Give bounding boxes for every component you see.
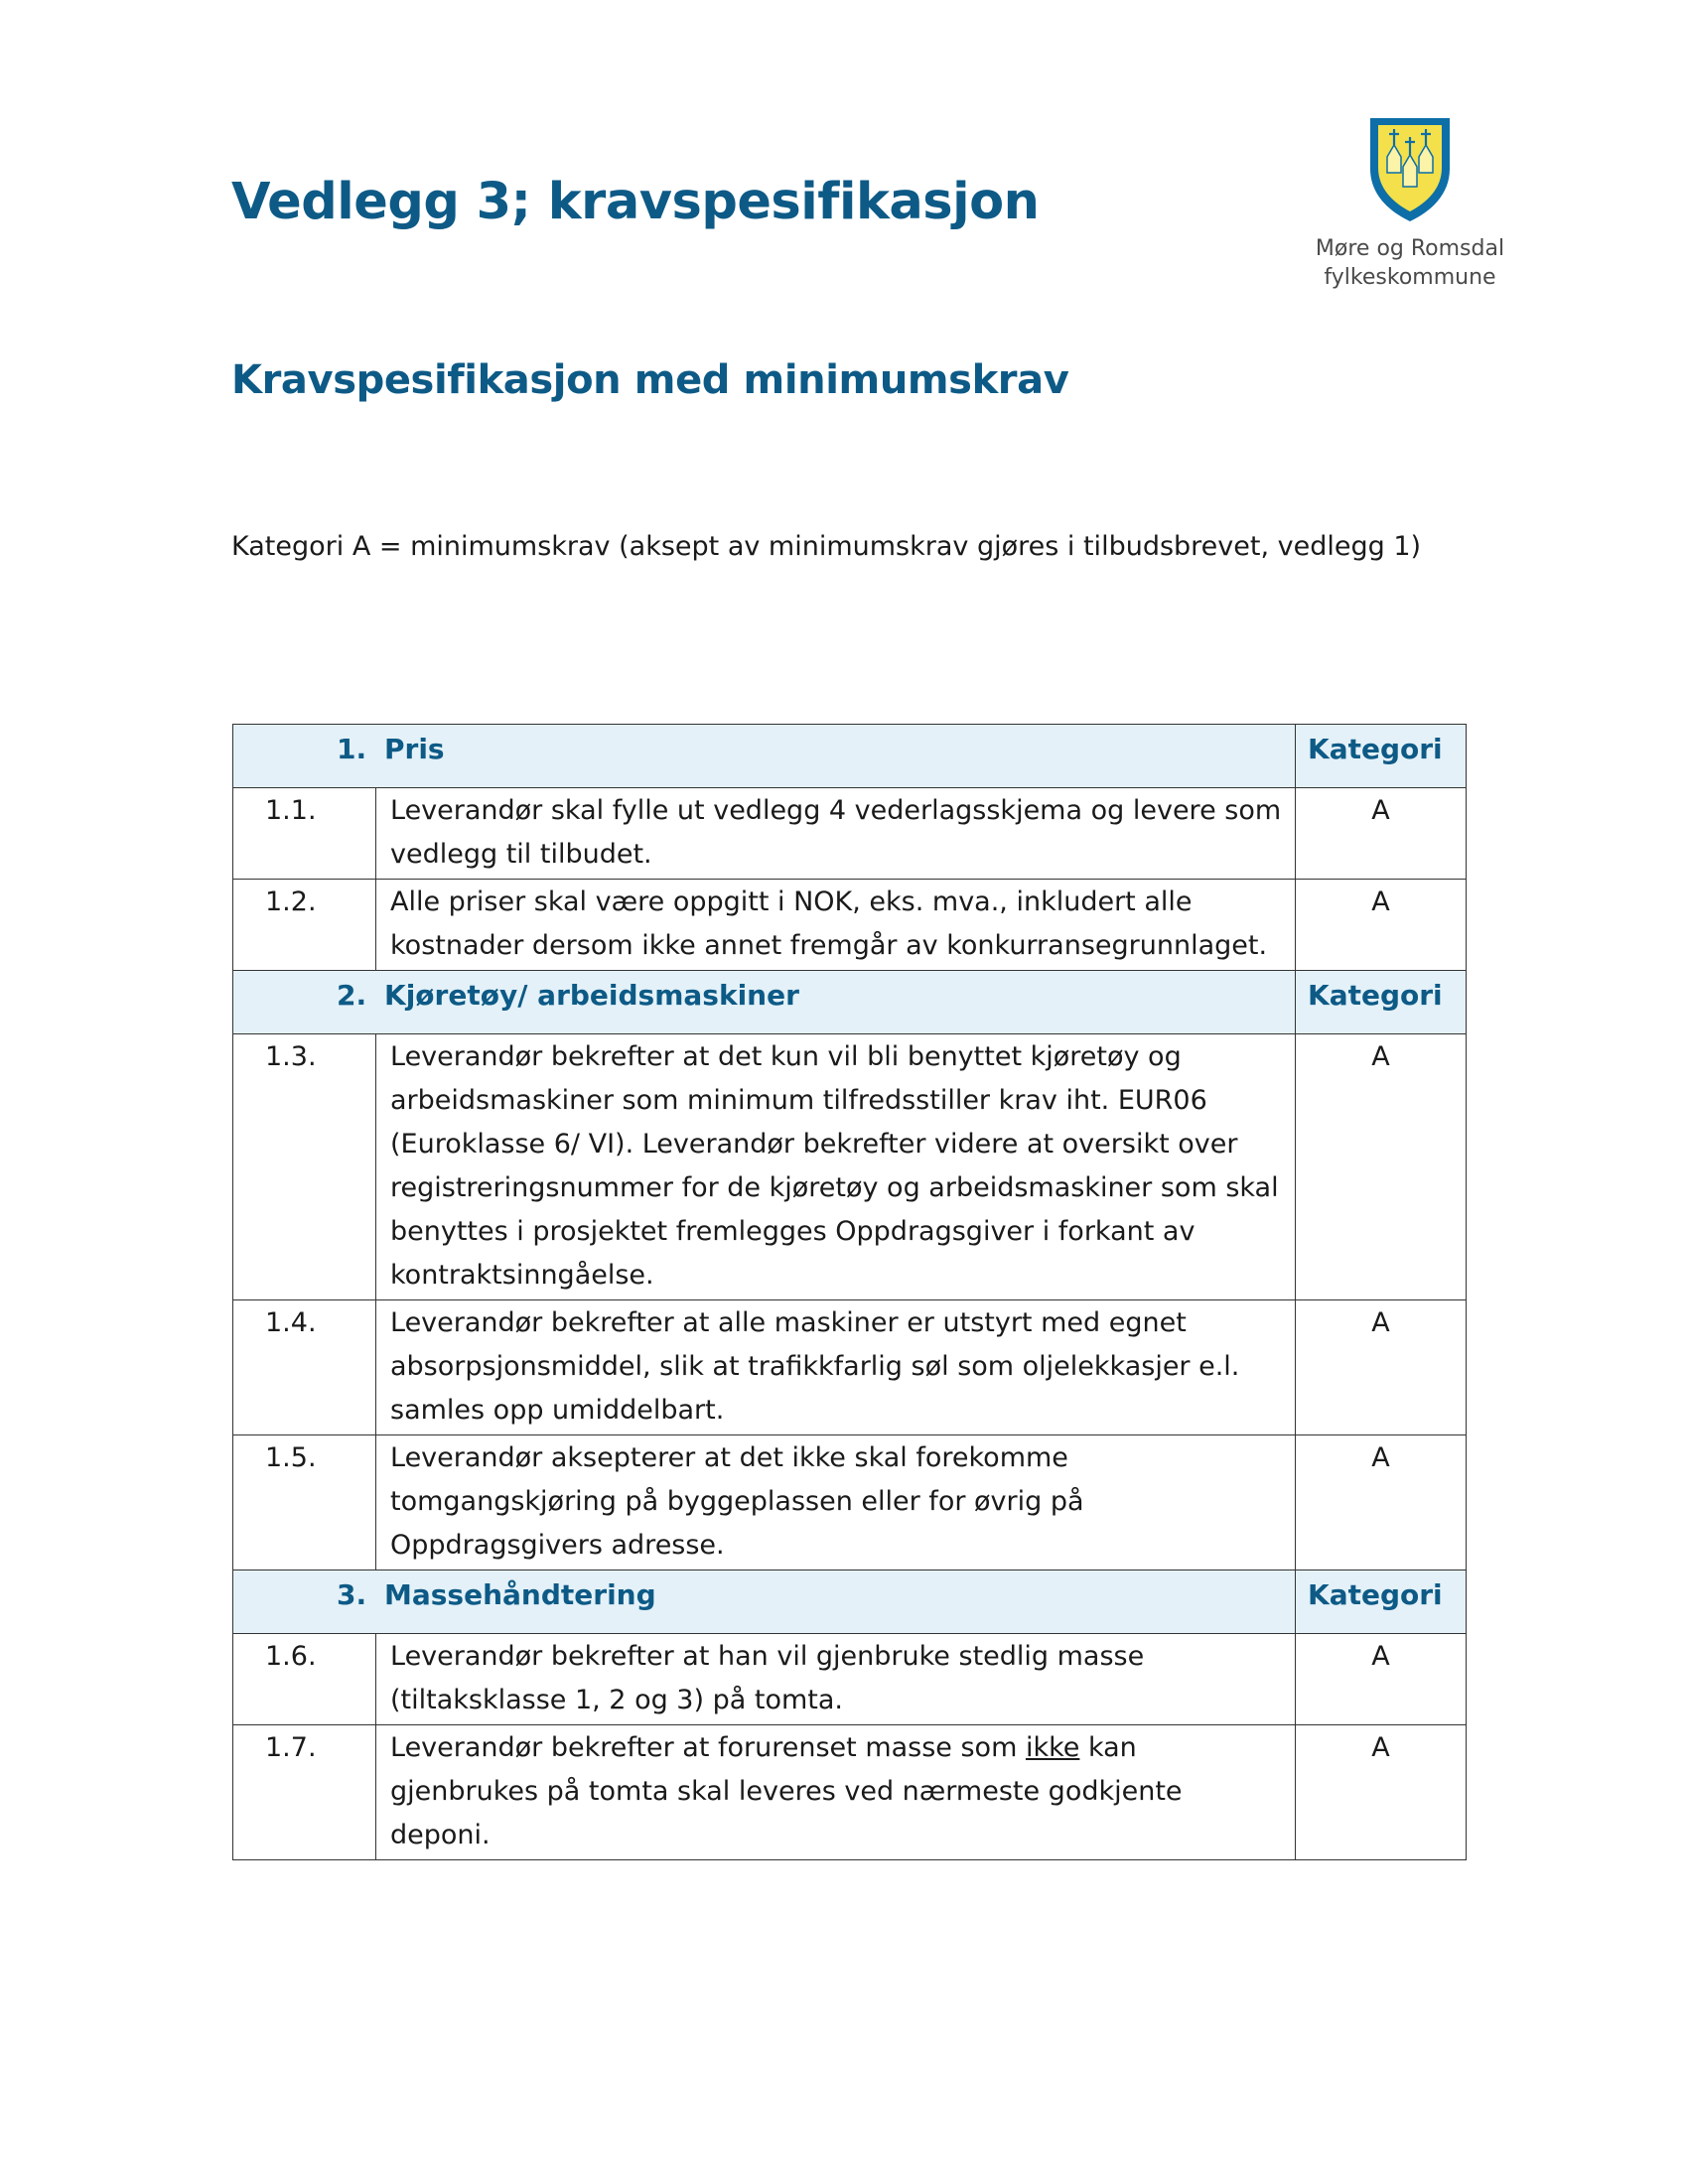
logo-line-1: Møre og Romsdal (1315, 236, 1505, 261)
row-category: A (1296, 1034, 1467, 1300)
category-header: Kategori (1296, 725, 1467, 788)
row-number: 1.7. (233, 1725, 376, 1860)
underlined-word: ikke (1025, 1732, 1080, 1763)
row-number: 1.5. (233, 1435, 376, 1570)
section-header-row (233, 971, 1467, 1034)
row-number: 1.1. (233, 788, 376, 880)
row-text: Leverandør skal fylle ut vedlegg 4 vederlagsskjema og levere som vedlegg til tilbudet. (376, 788, 1296, 880)
section-title-cell (233, 725, 1296, 788)
row-number: 1.4. (233, 1300, 376, 1435)
row-category: A (1296, 1634, 1467, 1725)
category-header: Kategori (1296, 1570, 1467, 1634)
row-category: A (1296, 880, 1467, 971)
coat-of-arms-icon (1369, 117, 1451, 222)
row-number: 1.3. (233, 1034, 376, 1300)
table-row (233, 880, 1467, 971)
section-title-cell (233, 971, 1296, 1034)
category-header: Kategori (1296, 971, 1467, 1034)
row-category: A (1296, 1300, 1467, 1435)
row-text-part: kan gjenbrukes på tomta skal leveres ved nærmeste godkjente deponi. (390, 1732, 1183, 1850)
logo (1291, 117, 1529, 292)
row-text: Leverandør bekrefter at alle maskiner er utstyrt med egnet absorpsjonsmiddel, slik at trafikkfarlig søl som oljelekkasjer e.l. samles opp umiddelbart. (376, 1300, 1296, 1435)
logo-line-2: fylkeskommune (1324, 265, 1496, 290)
row-category: A (1296, 788, 1467, 880)
table-row (233, 1435, 1467, 1570)
row-text: Leverandør bekrefter at det kun vil bli benyttet kjøretøy og arbeidsmaskiner som minimum tilfredsstiller krav iht. EUR06 (Euroklasse 6/ VI). Leverandør bekrefter videre at oversikt over registreringsnummer for de kjøretøy og arbeidsmaskiner som skal benyttes i prosjektet fremlegges Oppdragsgiver i forkant av kontraktsinngåelse. (376, 1034, 1296, 1300)
section-number: 1. (337, 733, 367, 765)
row-text: Leverandør bekrefter at han vil gjenbruke stedlig masse (tiltaksklasse 1, 2 og 3) på tomta. (376, 1634, 1296, 1725)
logo-text (1291, 234, 1529, 292)
row-text: Alle priser skal være oppgitt i NOK, eks. mva., inkludert alle kostnader dersom ikke annet fremgår av konkurransegrunnlaget. (376, 880, 1296, 971)
section-number: 3. (337, 1578, 367, 1611)
requirements-table (232, 724, 1467, 1860)
table-row (233, 788, 1467, 880)
section-header-row (233, 1570, 1467, 1634)
section-title-cell (233, 1570, 1296, 1634)
row-text (376, 1725, 1296, 1860)
row-number: 1.2. (233, 880, 376, 971)
row-number: 1.6. (233, 1634, 376, 1725)
row-category: A (1296, 1435, 1467, 1570)
page-title: Vedlegg 3; kravspesifikasjon (231, 173, 1040, 231)
table-row (233, 1725, 1467, 1860)
intro-text: Kategori A = minimumskrav (aksept av minimumskrav gjøres i tilbudsbrevet, vedlegg 1) (231, 531, 1422, 562)
table-row (233, 1300, 1467, 1435)
row-text-part: Leverandør bekrefter at forurenset masse som (390, 1732, 1026, 1763)
section-number: 2. (337, 979, 367, 1012)
row-category: A (1296, 1725, 1467, 1860)
section-header-row (233, 725, 1467, 788)
section-title: Massehåndtering (384, 1578, 656, 1611)
table-row (233, 1034, 1467, 1300)
table-row (233, 1634, 1467, 1725)
section-heading: Kravspesifikasjon med minimumskrav (231, 357, 1069, 403)
section-title: Pris (384, 733, 445, 765)
section-title: Kjøretøy/ arbeidsmaskiner (384, 979, 799, 1012)
row-text: Leverandør aksepterer at det ikke skal forekomme tomgangskjøring på byggeplassen eller for øvrig på Oppdragsgivers adresse. (376, 1435, 1296, 1570)
